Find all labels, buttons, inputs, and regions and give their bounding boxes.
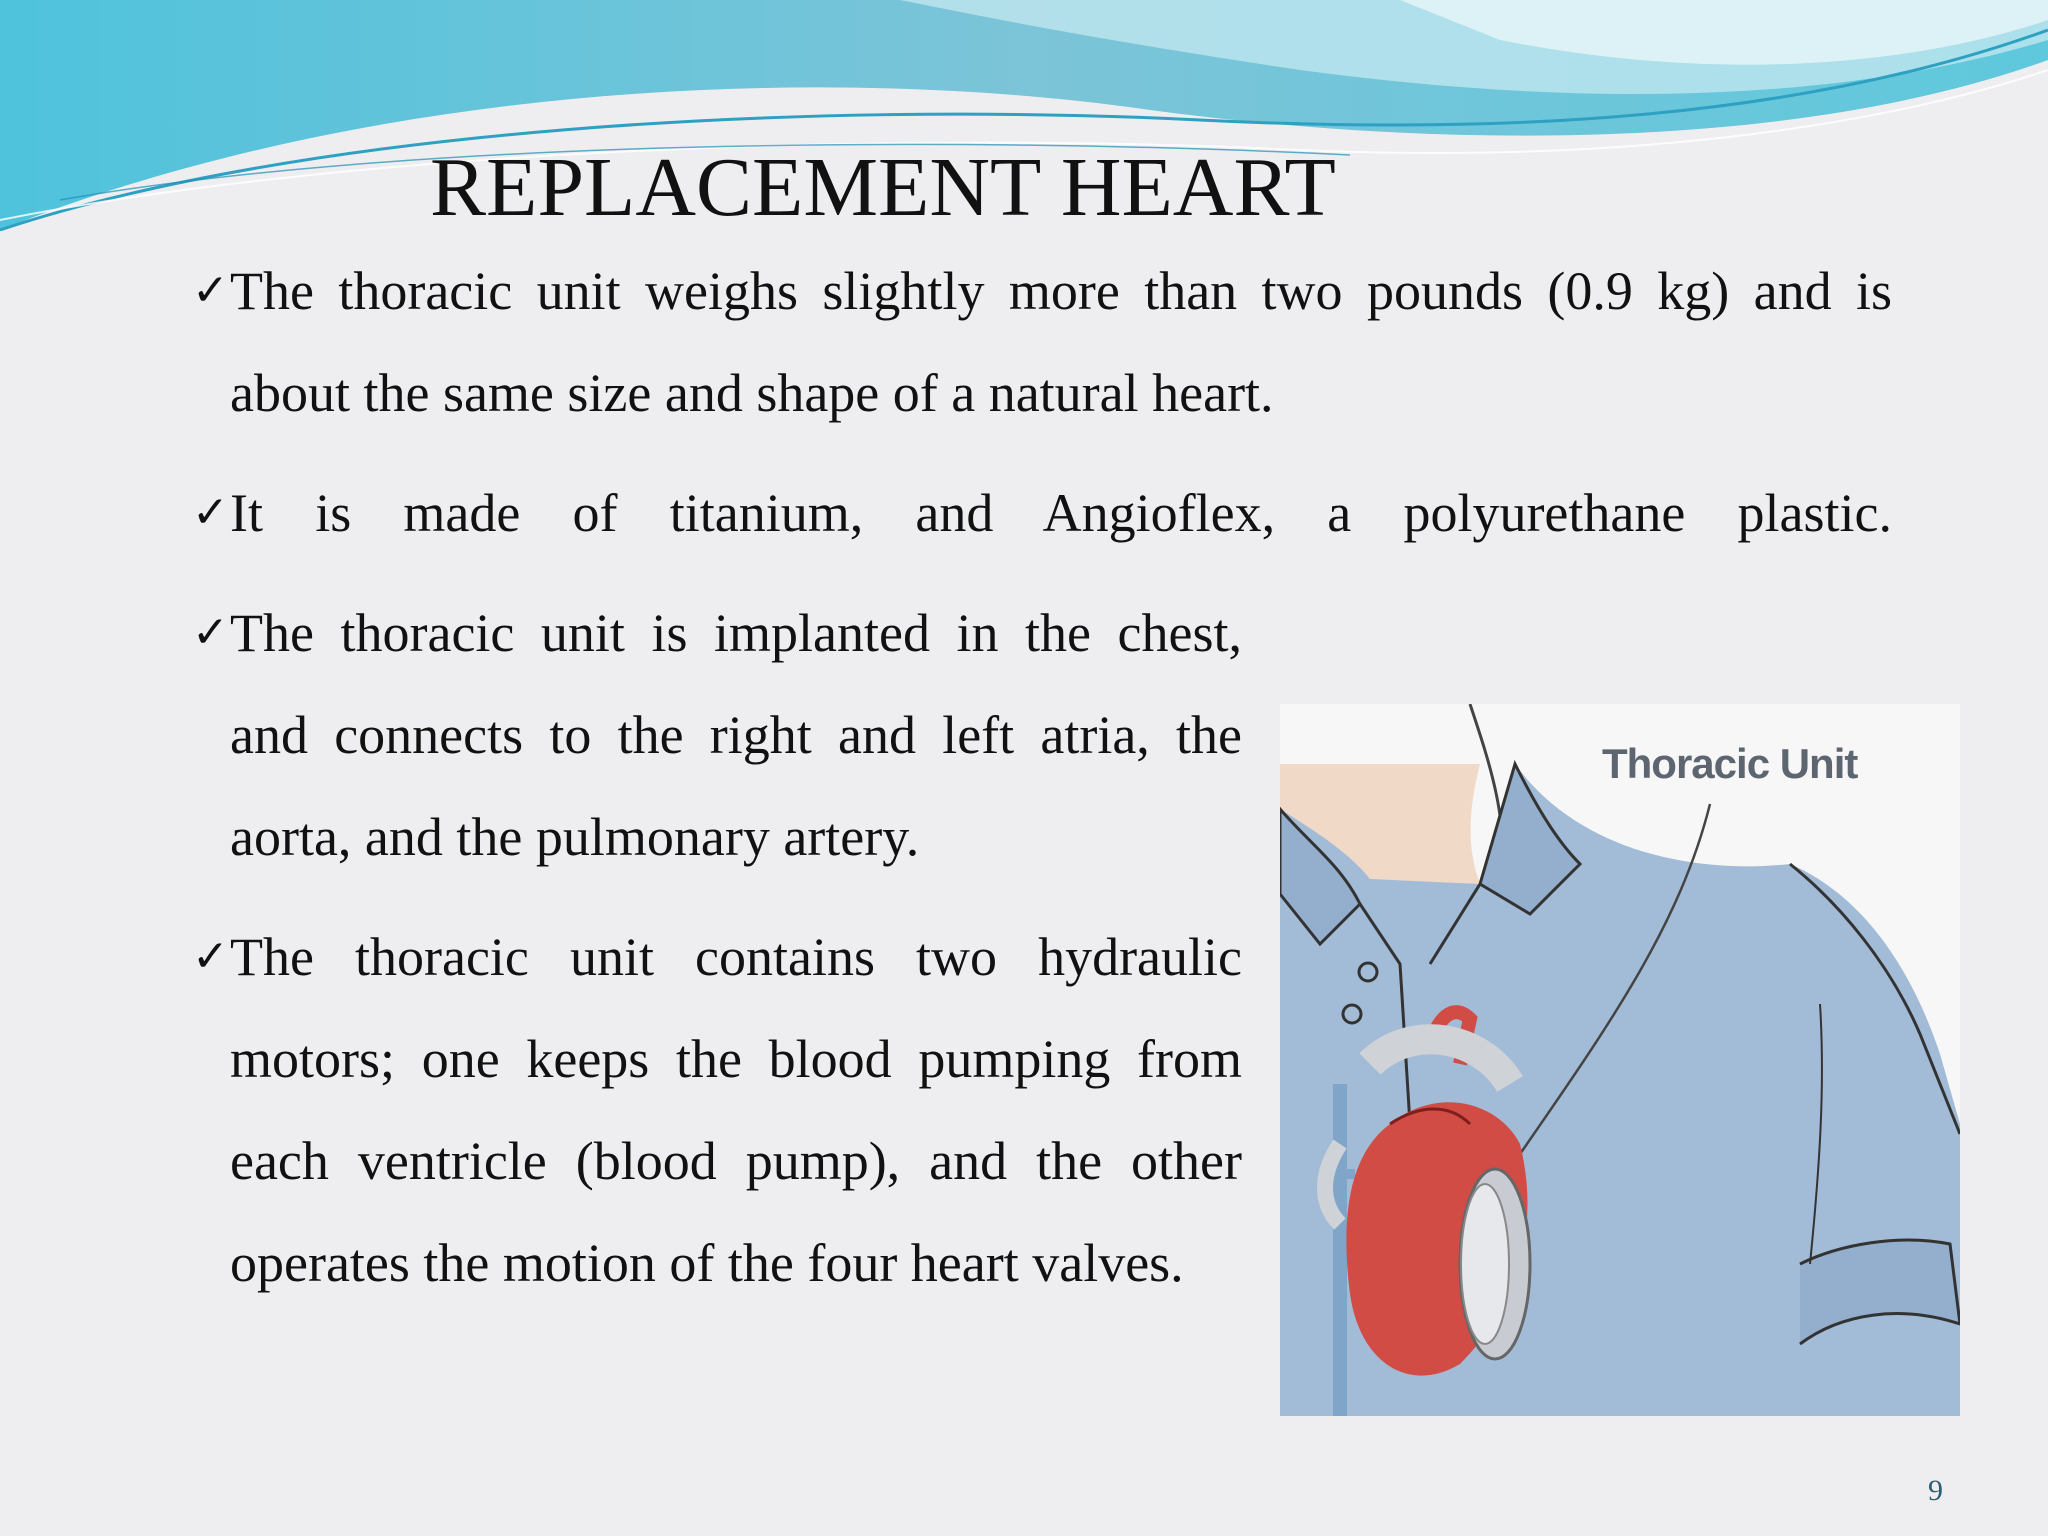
- checkmark-icon: ✓: [192, 265, 229, 316]
- checkmark-icon: ✓: [192, 607, 229, 658]
- bullet-item: [192, 240, 1892, 444]
- bullet-item: [192, 462, 1892, 564]
- thoracic-unit-figure: [1280, 704, 1960, 1416]
- bullet-text: It is made of titanium, and Angioflex, a polyurethane plastic.: [230, 483, 1892, 543]
- page-number: 9: [1928, 1474, 1943, 1507]
- bullet-text: The thoracic unit contains two hydraulic motors; one keeps the blood pumping from each ventricle (blood pump), and the other operates the motion of the four heart valves.: [230, 927, 1242, 1293]
- checkmark-icon: ✓: [192, 931, 229, 982]
- slide-title: REPLACEMENT HEART: [430, 141, 1336, 234]
- figure-label: Thoracic Unit: [1602, 740, 1858, 787]
- checkmark-icon: ✓: [192, 487, 229, 538]
- bullet-text: The thoracic unit weighs slightly more than two pounds (0.9 kg) and is about the same size and shape of a natural heart.: [230, 261, 1892, 423]
- thoracic-unit-illustration-icon: [1280, 704, 1960, 1416]
- bullet-item: [192, 906, 1242, 1314]
- bullet-text: The thoracic unit is implanted in the chest, and connects to the right and left atria, the aorta, and the pulmonary artery.: [230, 603, 1242, 867]
- bullet-item: [192, 582, 1242, 888]
